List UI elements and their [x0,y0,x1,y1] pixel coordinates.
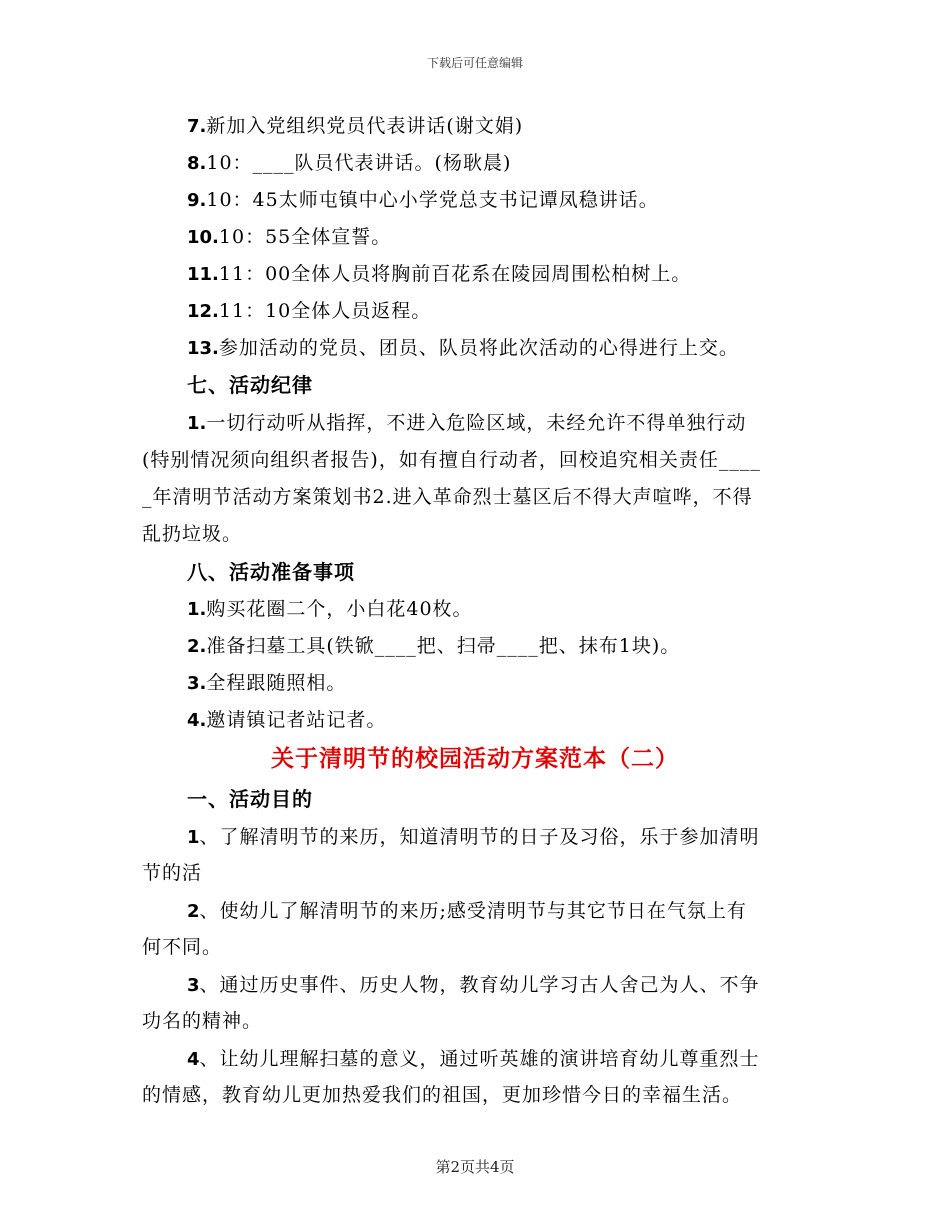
paragraph-text: 、使幼儿了解清明节的来历;感受清明节与其它节日在气氛上有 [199,900,747,922]
item-text: 全程跟随照相。 [206,672,347,694]
list-item [187,594,473,625]
item-number: 2 [187,901,200,922]
section-heading: 一、活动目的 [187,787,313,811]
item-text: 参加活动的党员、团员、队员将此次活动的心得进行上交。 [218,337,739,359]
item-number: 1 [187,827,200,848]
section-heading: 八、活动准备事项 [187,560,355,584]
item-number: 3. [187,673,207,694]
item-number: 2. [187,636,207,657]
item-number: 11. [187,264,219,285]
page-header: 下载后可任意编辑 [426,56,523,70]
item-number: 13. [187,338,219,359]
paragraph-line: 乱扔垃圾。 [142,523,243,545]
paragraph-text: 、通过历史事件、历史人物，教育幼儿学习古人舍己为人、不争 [199,974,760,996]
paragraph-line: 节的活 [142,862,203,884]
section-title: 关于清明节的校园活动方案范本（二） [271,746,679,772]
item-number: 1. [187,413,207,434]
item-text: 新加入党组织党员代表讲话(谢文娟) [206,115,524,137]
item-text: 10：____队员代表讲话。(杨耿晨) [206,152,512,174]
paragraph-line [187,896,747,927]
item-text: 购买花圈二个，小白花40枚。 [206,598,473,620]
list-item [187,631,680,662]
item-text: 准备扫墓工具(铁锨____把、扫帚____把、抹布1块)。 [206,635,681,657]
list-item [187,148,511,179]
paragraph-line: _年清明节活动方案策划书2.进入革命烈士墓区后不得大声喧哗，不得 [142,486,753,508]
item-number: 12. [187,301,219,322]
paragraph-line: (特别情况须向组织者报告)，如有擅自行动者，回校追究相关责任____ [142,449,761,471]
item-number: 7. [187,116,207,137]
item-text: 11：00全体人员将胸前百花系在陵园周围松柏树上。 [218,263,692,285]
list-item [187,185,659,216]
paragraph-line [187,408,746,439]
item-number: 10. [187,227,219,248]
paragraph-line [187,822,760,853]
list-item [187,333,739,364]
item-text: 11：10全体人员返程。 [218,300,432,322]
paragraph-line: 何不同。 [142,936,223,958]
item-number: 4 [187,1049,200,1070]
paragraph-line [187,970,760,1001]
list-item [187,222,391,253]
item-number: 3 [187,975,200,996]
item-number: 1. [187,599,207,620]
item-text: 邀请镇记者站记者。 [206,709,387,731]
item-text: 10：45太师屯镇中心小学党总支书记谭凤稳讲话。 [206,189,659,211]
list-item [187,296,431,327]
page-footer: 第2页共4页 [435,1158,515,1176]
paragraph-line [187,1044,760,1075]
item-number: 4. [187,710,207,731]
item-number: 9. [187,190,207,211]
list-item [187,259,691,290]
section-heading: 七、活动纪律 [187,373,313,397]
list-item [187,668,346,699]
list-item [187,111,523,142]
paragraph-text: 一切行动听从指挥，不进入危险区域，未经允许不得单独行动 [206,412,747,434]
item-number: 8. [187,153,207,174]
paragraph-line: 功名的精神。 [142,1010,263,1032]
paragraph-line: 的情感，教育幼儿更加热爱我们的祖国，更加珍惜今日的幸福生活。 [142,1084,743,1106]
paragraph-text: 、了解清明节的来历，知道清明节的日子及习俗，乐于参加清明 [199,826,760,848]
list-item [187,705,386,736]
item-text: 10：55全体宣誓。 [218,226,392,248]
paragraph-text: 、让幼儿理解扫墓的意义，通过听英雄的演讲培育幼儿尊重烈士 [199,1048,760,1070]
